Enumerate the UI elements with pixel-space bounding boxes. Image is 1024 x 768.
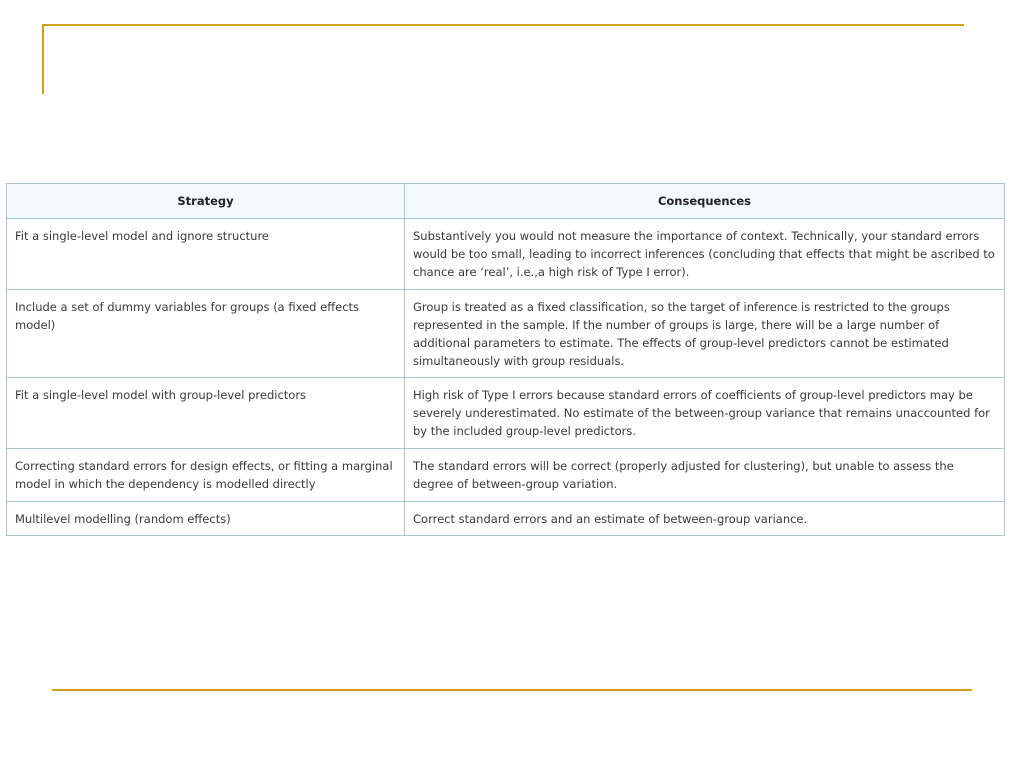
consequence-cell: Correct standard errors and an estimate of between-group variance. xyxy=(405,502,1005,536)
table-row xyxy=(7,219,1005,290)
strategy-table-container xyxy=(6,183,1004,536)
slide-frame-top-line xyxy=(42,24,964,26)
table-row xyxy=(7,449,1005,502)
strategy-cell: Correcting standard errors for design effects, or fitting a marginal model in which the dependency is modelled directly xyxy=(7,449,405,502)
consequence-cell: High risk of Type I errors because standard errors of coefficients of group-level predictors may be severely underestimated. No estimate of the between-group variance that remains unaccounted for by the included group-level predictors. xyxy=(405,378,1005,449)
header-strategy: Strategy xyxy=(7,184,405,219)
strategy-cell: Include a set of dummy variables for groups (a fixed effects model) xyxy=(7,290,405,378)
strategy-consequences-table xyxy=(6,183,1005,536)
table-row xyxy=(7,290,1005,378)
table-header-row xyxy=(7,184,1005,219)
consequence-cell: The standard errors will be correct (properly adjusted for clustering), but unable to assess the degree of between-group variation. xyxy=(405,449,1005,502)
consequence-cell: Substantively you would not measure the importance of context. Technically, your standard errors would be too small, leading to incorrect inferences (concluding that effects that might be ascribed to chance are ‘real’, i.e.,a high risk of Type I error). xyxy=(405,219,1005,290)
strategy-cell: Fit a single-level model with group-level predictors xyxy=(7,378,405,449)
consequence-cell: Group is treated as a fixed classification, so the target of inference is restricted to the groups represented in the sample. If the number of groups is large, there will be a large number of additional parameters to estimate. The effects of group-level predictors cannot be estimated simultaneously with group residuals. xyxy=(405,290,1005,378)
strategy-cell: Multilevel modelling (random effects) xyxy=(7,502,405,536)
table-row xyxy=(7,502,1005,536)
header-consequences: Consequences xyxy=(405,184,1005,219)
slide-frame-bottom-line xyxy=(52,689,972,691)
table-row xyxy=(7,378,1005,449)
slide-frame-left-line xyxy=(42,24,44,94)
strategy-cell: Fit a single-level model and ignore structure xyxy=(7,219,405,290)
